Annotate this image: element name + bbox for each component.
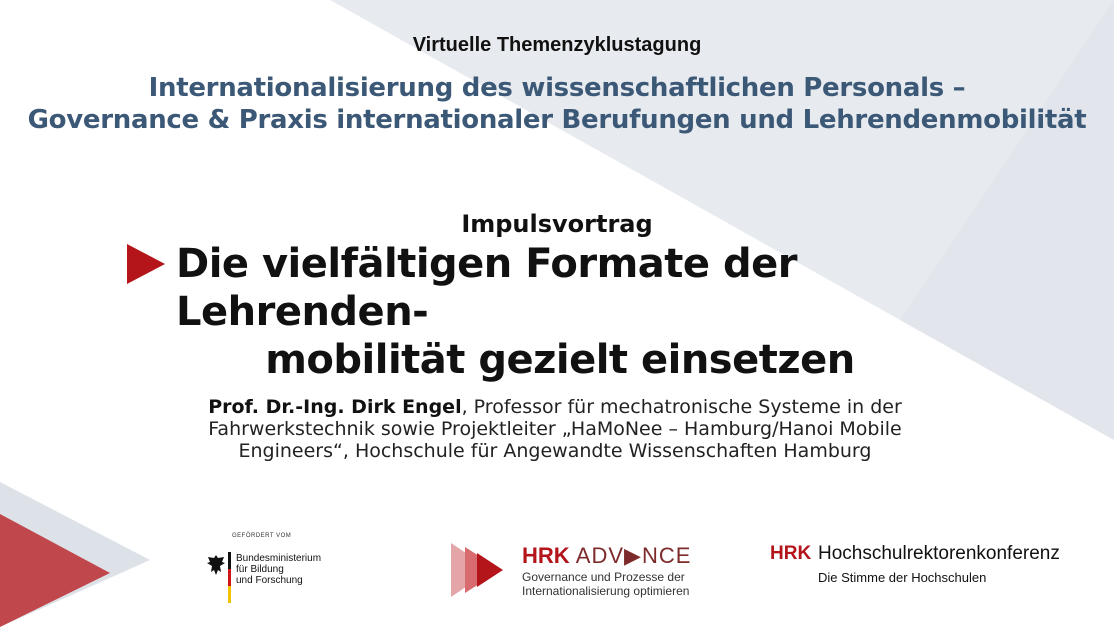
play-arrow-icon	[127, 244, 165, 284]
hrk-name: Hochschulrektorenkonferenz	[818, 543, 1060, 564]
topic-line-1: Internationalisierung des wissenschaftlichen Personals –	[148, 73, 966, 103]
german-flag-icon	[228, 552, 231, 603]
speaker-name: Prof. Dr.-Ing. Dirk Engel	[208, 396, 462, 418]
hrk-advance-sub-2: Internationalisierung optimieren	[522, 584, 690, 598]
talk-title-line-1: Die vielfältigen Formate der Lehrenden-	[176, 241, 797, 335]
talk-title	[170, 240, 950, 384]
bmbf-line-2: für Bildung	[236, 564, 284, 575]
bmbf-funded-by: GEFÖRDERT VOM	[232, 533, 292, 539]
bmbf-line-1: Bundesministerium	[236, 553, 322, 564]
hrk-abbr	[770, 543, 811, 565]
speaker-info	[200, 396, 910, 462]
hrk-advance-subtitle	[522, 570, 702, 598]
bmbf-line-3: und Forschung	[236, 575, 303, 586]
hrk-advance-title	[522, 543, 691, 569]
talk-title-line-2: mobilität gezielt einsetzen	[265, 337, 855, 383]
topic-line-2: Governance & Praxis internationaler Berufungen und Lehrendenmobilität	[27, 105, 1087, 135]
speaker-role: , Professor für mechatronische Systeme in der	[461, 396, 902, 418]
speaker-line-2: Fahrwerkstechnik sowie Projektleiter „HaMoNee – Hamburg/Hanoi Mobile	[208, 418, 902, 440]
hrk-tagline: Die Stimme der Hochschulen	[818, 570, 987, 585]
speaker-line-1	[200, 396, 910, 418]
hrk-abbr-text: HRK	[770, 543, 812, 564]
talk-kind: Impulsvortrag	[461, 210, 653, 238]
federal-eagle-icon	[206, 553, 226, 577]
topic-heading	[0, 72, 1114, 136]
speaker-line-3: Engineers“, Hochschule für Angewandte Wissenschaften Hamburg	[238, 440, 872, 462]
hrk-advance-sub-1: Governance und Prozesse der	[522, 570, 685, 584]
bmbf-name	[236, 553, 326, 586]
hrk-advance-hrk: HRK	[522, 543, 570, 568]
hrk-advance-arrow-icon	[451, 543, 515, 599]
event-title: Virtuelle Themenzyklustagung	[412, 34, 702, 56]
hrk-advance-advance: ADV▶NCE	[575, 543, 692, 568]
